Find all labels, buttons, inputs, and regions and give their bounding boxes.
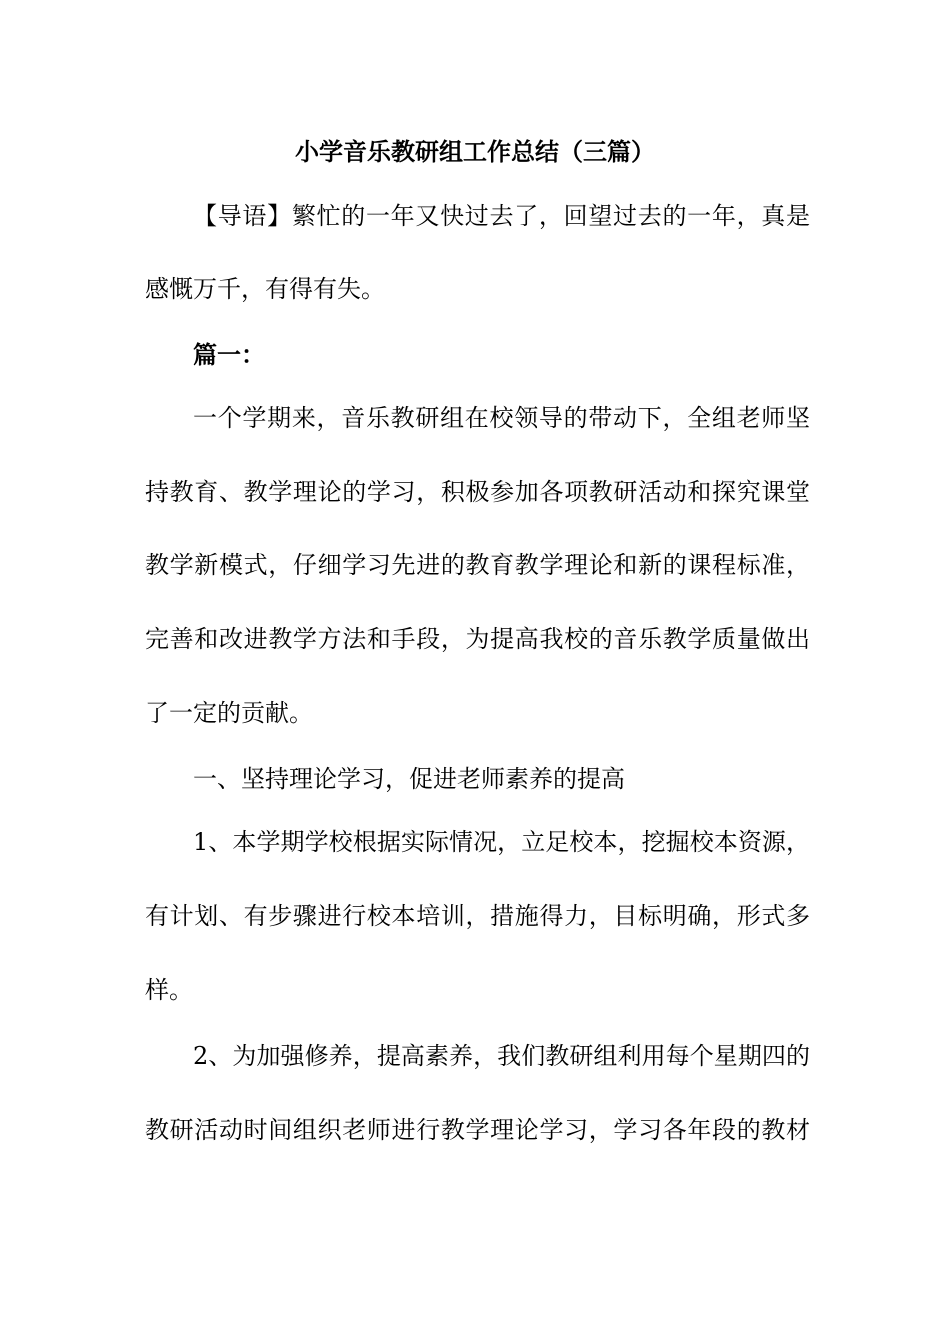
subheading-one: 一、坚持理论学习，促进老师素养的提高 xyxy=(193,765,625,793)
item-1-line-2: 有计划、有步骤进行校本培训，措施得力，目标明确，形式多 xyxy=(145,902,810,930)
intro-line-1: 【导语】繁忙的一年又快过去了，回望过去的一年，真是 xyxy=(193,202,810,230)
section-heading-part-one: 篇一： xyxy=(193,340,265,369)
document-title: 小学音乐教研组工作总结（三篇） xyxy=(295,137,655,166)
paragraph-1-line-3: 教学新模式，仔细学习先进的教育教学理论和新的课程标准， xyxy=(145,551,810,579)
item-2-line-1: 2、为加强修养，提高素养，我们教研组利用每个星期四的 xyxy=(193,1042,810,1070)
item-2-line-2: 教研活动时间组织老师进行教学理论学习，学习各年段的教材 xyxy=(145,1116,810,1144)
intro-line-2: 感慨万千，有得有失。 xyxy=(145,275,385,303)
paragraph-1-line-5: 了一定的贡献。 xyxy=(145,699,313,727)
paragraph-1-line-1: 一个学期来，音乐教研组在校领导的带动下，全组老师坚 xyxy=(193,404,810,432)
paragraph-1-line-4: 完善和改进教学方法和手段，为提高我校的音乐教学质量做出 xyxy=(145,625,810,653)
item-1-line-1: 1、本学期学校根据实际情况，立足校本，挖掘校本资源， xyxy=(193,828,810,856)
paragraph-1-line-2: 持教育、教学理论的学习，积极参加各项教研活动和探究课堂 xyxy=(145,478,810,506)
item-1-line-3: 样。 xyxy=(145,976,193,1004)
